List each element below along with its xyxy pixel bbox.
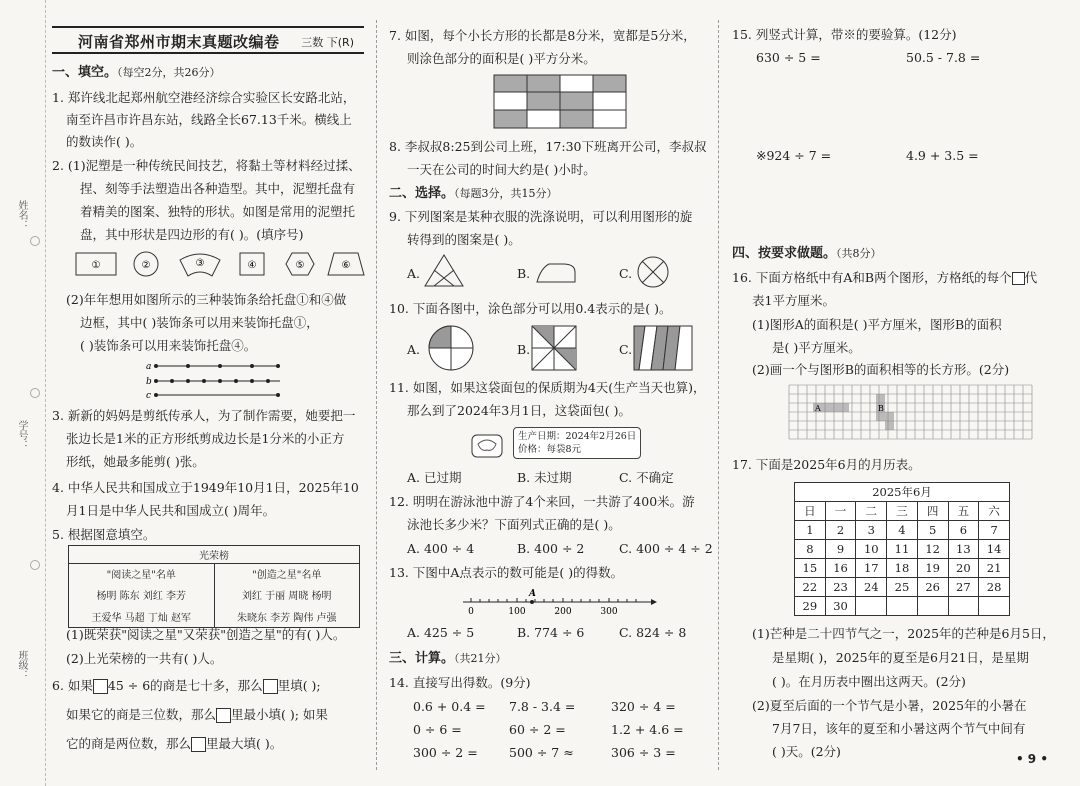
calendar-cell: 23 xyxy=(825,578,856,597)
section-3-heading: 三、计算。（共21分） xyxy=(389,651,507,666)
q6-line-1: 6. 如果 45 ÷ 6的商是七十多，那么 里填( ); xyxy=(52,678,321,693)
grid-paper xyxy=(788,384,1040,440)
shaded-rectangles xyxy=(493,74,627,130)
calendar-cell xyxy=(887,597,918,616)
column-divider xyxy=(718,20,719,770)
calendar-cell: 27 xyxy=(948,578,979,597)
svg-text:b: b xyxy=(146,377,152,387)
calendar-cell: 4 xyxy=(887,521,918,540)
calendar-cell: 5 xyxy=(917,521,948,540)
q3-line-2: 张边长是1米的正方形纸剪成边长是1分米的小正方 xyxy=(66,431,345,446)
calendar-cell: 21 xyxy=(979,559,1010,578)
decoration-strips xyxy=(144,360,284,402)
honor-header-creation: "创造之星"名单 xyxy=(214,564,360,584)
point-a-label: A xyxy=(529,589,536,599)
calendar-cell: 6 xyxy=(948,521,979,540)
honor-board xyxy=(68,545,360,628)
calendar-cell: 14 xyxy=(979,540,1010,559)
calendar-cell: 28 xyxy=(979,578,1010,597)
q2-line-4: 盘，其中形状是四边形的有( )。(填序号) xyxy=(80,227,304,242)
q12-option-b[interactable]: B. 400 ÷ 2 xyxy=(517,541,585,556)
calendar-cell: 11 xyxy=(887,540,918,559)
no-wash-circle-icon xyxy=(635,254,671,290)
honor-header-reading: "阅读之星"名单 xyxy=(69,564,215,584)
q17b-line-1: (2)夏至后面的一个节气是小暑，2025年的小暑在 xyxy=(752,698,1027,713)
q4-line-1: 4. 中华人民共和国成立于1949年10月1日，2025年10 xyxy=(52,480,359,495)
shape-label: ① xyxy=(91,260,101,271)
honor-cell: 朱晓东 李芳 陶伟 卢强 xyxy=(214,606,360,628)
calendar-cell: 15 xyxy=(795,559,826,578)
bread-label xyxy=(513,427,641,459)
calendar-cell: 18 xyxy=(887,559,918,578)
q2b-line-1: (2)年年想用如图所示的三种装饰条给托盘①和④做 xyxy=(66,292,347,307)
page-number: • 9 • xyxy=(1015,752,1048,766)
honor-cell: 刘红 于丽 周晓 杨明 xyxy=(214,584,360,606)
q13-option-a[interactable]: A. 425 ÷ 5 xyxy=(407,625,475,640)
exam-title: 河南省郑州市期末真题改编卷 xyxy=(78,33,280,51)
calendar-cell: 日 xyxy=(795,502,826,521)
q12-line-2: 泳池长多少米？下面列式正确的是( )。 xyxy=(407,517,621,532)
unit-square-icon xyxy=(1012,272,1025,285)
q17b-line-3: ( )天。(2分) xyxy=(772,744,841,759)
calendar-cell: 10 xyxy=(856,540,887,559)
q13-option-c[interactable]: C. 824 ÷ 8 xyxy=(619,625,687,640)
honor-cell: 王爱华 马超 丁灿 赵军 xyxy=(69,606,215,628)
section-1-heading: 一、填空。（每空2分，共26分） xyxy=(52,65,221,80)
q10-option-a[interactable]: A. xyxy=(407,342,421,357)
shaded-circle xyxy=(427,324,475,372)
calendar-cell: 30 xyxy=(825,597,856,616)
q17a-line-3: ( )。在月历表中圈出这两天。(2分) xyxy=(772,674,966,689)
calendar-cell xyxy=(948,597,979,616)
q17-text: 17. 下面是2025年6月的月历表。 xyxy=(732,457,921,472)
bread-bag-icon xyxy=(469,430,505,460)
q12-option-c[interactable]: C. 400 ÷ 4 ÷ 2 xyxy=(619,541,713,556)
q16-line-2: 表1平方厘米。 xyxy=(752,293,835,308)
calendar-cell: 2 xyxy=(825,521,856,540)
calc-item: 306 ÷ 3 = xyxy=(611,745,676,760)
calendar-cell xyxy=(856,597,887,616)
q17a-line-1: (1)芒种是二十四节气之一，2025年的芒种是6月5日， xyxy=(752,626,1055,641)
calendar-cell xyxy=(979,597,1010,616)
exam-subject: 三数 下(R) xyxy=(301,36,354,49)
q12-line-1: 12. 明明在游泳池中游了4个来回，一共游了400米。游 xyxy=(389,494,695,509)
q12-option-a[interactable]: A. 400 ÷ 4 xyxy=(407,541,475,556)
q17a-line-2: 是星期( )，2025年的夏至是6月21日，是星期 xyxy=(772,650,1029,665)
calendar-cell: 13 xyxy=(948,540,979,559)
q11-option-c[interactable]: C. 不确定 xyxy=(619,470,674,485)
calendar-cell: 8 xyxy=(795,540,826,559)
exam-header xyxy=(52,26,364,54)
iron-icon xyxy=(533,258,579,286)
column-left xyxy=(48,0,368,786)
calendar-cell: 3 xyxy=(856,521,887,540)
calc-item: 7.8 - 3.4 = xyxy=(509,699,576,714)
shape-b-label: B xyxy=(878,404,884,413)
calendar-header-row xyxy=(795,502,1010,521)
triangle-wash-icon xyxy=(423,253,465,289)
calendar-cell: 二 xyxy=(856,502,887,521)
q17b-line-2: 7月7日，该年的夏至和小暑这两个节气中间有 xyxy=(772,721,1026,736)
calendar-cell: 26 xyxy=(917,578,948,597)
section-4-heading: 四、按要求做题。（共8分） xyxy=(732,246,882,261)
tick-label: 100 xyxy=(508,607,526,617)
q2b-line-2: 边框，其中( )装饰条可以用来装饰托盘①， xyxy=(80,315,319,330)
calendar-cell: 7 xyxy=(979,521,1010,540)
calendar-title: 2025年6月 xyxy=(795,483,1010,502)
calc-item: 0.6 + 0.4 = xyxy=(413,699,486,714)
q11-option-a[interactable]: A. 已过期 xyxy=(407,470,462,485)
calendar-cell: 16 xyxy=(825,559,856,578)
calendar-cell: 20 xyxy=(948,559,979,578)
answer-box[interactable] xyxy=(216,708,231,723)
q10-option-b[interactable]: B. xyxy=(517,342,531,357)
q16c-line-1: (1)图形A的面积是( )平方厘米，图形B的面积 xyxy=(752,317,1002,332)
q11-option-b[interactable]: B. 未过期 xyxy=(517,470,572,485)
bread-price: 价格：每袋8元 xyxy=(518,444,582,455)
q2-line-1: 2. (1)泥塑是一种传统民间技艺，将黏土等材料经过揉、 xyxy=(52,158,361,173)
calc-item: 50.5 - 7.8 = xyxy=(906,50,981,65)
calc-item: 4.9 + 3.5 = xyxy=(906,148,979,163)
calc-item: 60 ÷ 2 = xyxy=(509,722,566,737)
calendar-week-row xyxy=(795,597,1010,616)
q2-line-2: 捏、刻等手法塑造出各种造型。其中，泥塑托盘有 xyxy=(80,181,356,196)
q13-text: 13. 下图中A点表示的数可能是( )的得数。 xyxy=(389,565,624,580)
q16-line-1: 16. 下面方格纸中有A和B两个图形，方格纸的每个 代 xyxy=(732,270,1038,285)
q10-text: 10. 下面各图中，涂色部分可以用0.4表示的是( )。 xyxy=(389,301,672,316)
number-line xyxy=(457,588,657,618)
column-divider xyxy=(376,20,377,770)
calc-item: 500 ÷ 7 ≈ xyxy=(509,745,574,760)
calendar-week-row xyxy=(795,521,1010,540)
shape-label: ③ xyxy=(195,258,205,269)
q7-line-2: 则涂色部分的面积是( )平方分米。 xyxy=(407,51,596,66)
calendar-cell: 19 xyxy=(917,559,948,578)
calendar-cell: 17 xyxy=(856,559,887,578)
calc-item: 320 ÷ 4 = xyxy=(611,699,676,714)
name-label: 姓名： xyxy=(16,200,27,230)
q14-text: 14. 直接写出得数。(9分) xyxy=(389,675,531,690)
calendar-week-row xyxy=(795,578,1010,597)
calendar-cell: 一 xyxy=(825,502,856,521)
shape-label: ② xyxy=(141,260,151,271)
q4-line-2: 月1日是中华人民共和国成立( )周年。 xyxy=(66,503,276,518)
calendar-cell: 24 xyxy=(856,578,887,597)
calc-item: 0 ÷ 6 = xyxy=(413,722,462,737)
q2-line-3: 着精美的图案、独特的形状。如图是常用的泥塑托 xyxy=(80,204,356,219)
answer-box[interactable] xyxy=(263,679,278,694)
svg-text:c: c xyxy=(146,391,152,401)
q7-line-1: 7. 如图，每个小长方形的长都是8分米，宽都是5分米， xyxy=(389,28,696,43)
shape-label: ⑥ xyxy=(341,260,351,271)
calendar-cell: 三 xyxy=(887,502,918,521)
q9-line-2: 转得到的图案是( )。 xyxy=(407,232,521,247)
q2b-line-3: ( )装饰条可以用来装饰托盘④。 xyxy=(80,338,257,353)
shape-label: ④ xyxy=(247,260,257,271)
calendar-cell: 1 xyxy=(795,521,826,540)
class-label: 班级： xyxy=(16,650,27,680)
calendar-cell xyxy=(917,597,948,616)
calc-item: 300 ÷ 2 = xyxy=(413,745,478,760)
shaded-square-triangles xyxy=(531,325,577,371)
q5-heading: 5. 根据图意填空。 xyxy=(52,527,156,542)
q5a-text: (1)既荣获"阅读之星"又荣获"创造之星"的有( )人。 xyxy=(66,627,346,642)
june-calendar xyxy=(794,482,1010,616)
binding-ring xyxy=(30,236,40,246)
q11-line-1: 11. 如图，如果这袋面包的保质期为4天(生产当天也算)， xyxy=(389,380,706,395)
calendar-cell: 25 xyxy=(887,578,918,597)
column-middle xyxy=(385,0,713,786)
tray-shapes xyxy=(72,250,368,280)
calendar-cell: 9 xyxy=(825,540,856,559)
calendar-cell: 五 xyxy=(948,502,979,521)
honor-title: 光荣榜 xyxy=(69,546,360,564)
calc-item: 630 ÷ 5 = xyxy=(756,50,821,65)
q8-line-2: 一天在公司的时间大约是( )小时。 xyxy=(407,162,596,177)
calendar-cell: 六 xyxy=(979,502,1010,521)
q1-line-1: 1. 郑许线北起郑州航空港经济综合实验区长安路北站， xyxy=(52,90,356,105)
binding-ring xyxy=(30,388,40,398)
calendar-week-row xyxy=(795,540,1010,559)
calendar-week-row xyxy=(795,559,1010,578)
honor-cell: 杨明 陈东 刘红 李芳 xyxy=(69,584,215,606)
tick-label: 300 xyxy=(600,607,618,617)
shaded-rectangle-strips xyxy=(633,325,693,371)
q9-line-1: 9. 下列图案是某种衣服的洗涤说明，可以利用图形的旋 xyxy=(389,209,693,224)
shape-label: ⑤ xyxy=(295,260,305,271)
binding-margin xyxy=(0,0,46,786)
production-date: 生产日期：2024年2月26日 xyxy=(518,431,637,442)
calendar-cell: 四 xyxy=(917,502,948,521)
svg-text:a: a xyxy=(146,362,152,372)
section-2-heading: 二、选择。（每题3分，共15分） xyxy=(389,186,558,201)
q16d-text: (2)画一个与图形B的面积相等的长方形。(2分) xyxy=(752,362,1010,377)
q10-option-c[interactable]: C. xyxy=(619,342,633,357)
column-right xyxy=(728,0,1070,786)
calendar-cell: 29 xyxy=(795,597,826,616)
q9-option-c[interactable]: C. xyxy=(619,266,633,281)
q6-line-2: 如果它的商是三位数，那么 里最小填( ); 如果 xyxy=(66,707,328,722)
calc-item: ※924 ÷ 7 = xyxy=(756,148,832,163)
q6-line-3: 它的商是两位数，那么 里最大填( )。 xyxy=(66,736,283,751)
calendar-cell: 22 xyxy=(795,578,826,597)
q9-option-b[interactable]: B. xyxy=(517,266,531,281)
calendar-cell: 12 xyxy=(917,540,948,559)
q13-option-b[interactable]: B. 774 ÷ 6 xyxy=(517,625,585,640)
q15-text: 15. 列竖式计算，带※的要验算。(12分) xyxy=(732,27,957,42)
q8-line-1: 8. 李叔叔8:25到公司上班，17:30下班离开公司，李叔叔 xyxy=(389,139,707,154)
binding-ring xyxy=(30,560,40,570)
q5b-text: (2)上光荣榜的一共有( )人。 xyxy=(66,651,223,666)
answer-box[interactable] xyxy=(93,679,108,694)
q9-option-a[interactable]: A. xyxy=(407,266,421,281)
q1-line-3: 的数读作( )。 xyxy=(66,134,143,149)
answer-box[interactable] xyxy=(191,737,206,752)
q3-line-3: 形纸，她最多能剪( )张。 xyxy=(66,454,205,469)
calc-item: 1.2 + 4.6 = xyxy=(611,722,684,737)
q3-line-1: 3. 新新的妈妈是剪纸传承人，为了制作需要，她要把一 xyxy=(52,408,356,423)
q11-line-2: 那么到了2024年3月1日，这袋面包( )。 xyxy=(407,403,631,418)
shape-a-label: A xyxy=(815,404,821,413)
id-label: 学号： xyxy=(16,420,27,450)
tick-label: 0 xyxy=(468,607,474,617)
q16c-line-2: 是( )平方厘米。 xyxy=(772,340,861,355)
point-a xyxy=(530,600,534,604)
tick-label: 200 xyxy=(554,607,572,617)
q1-line-2: 南至许昌市许昌东站，线路全长67.13千米。横线上 xyxy=(66,112,352,127)
